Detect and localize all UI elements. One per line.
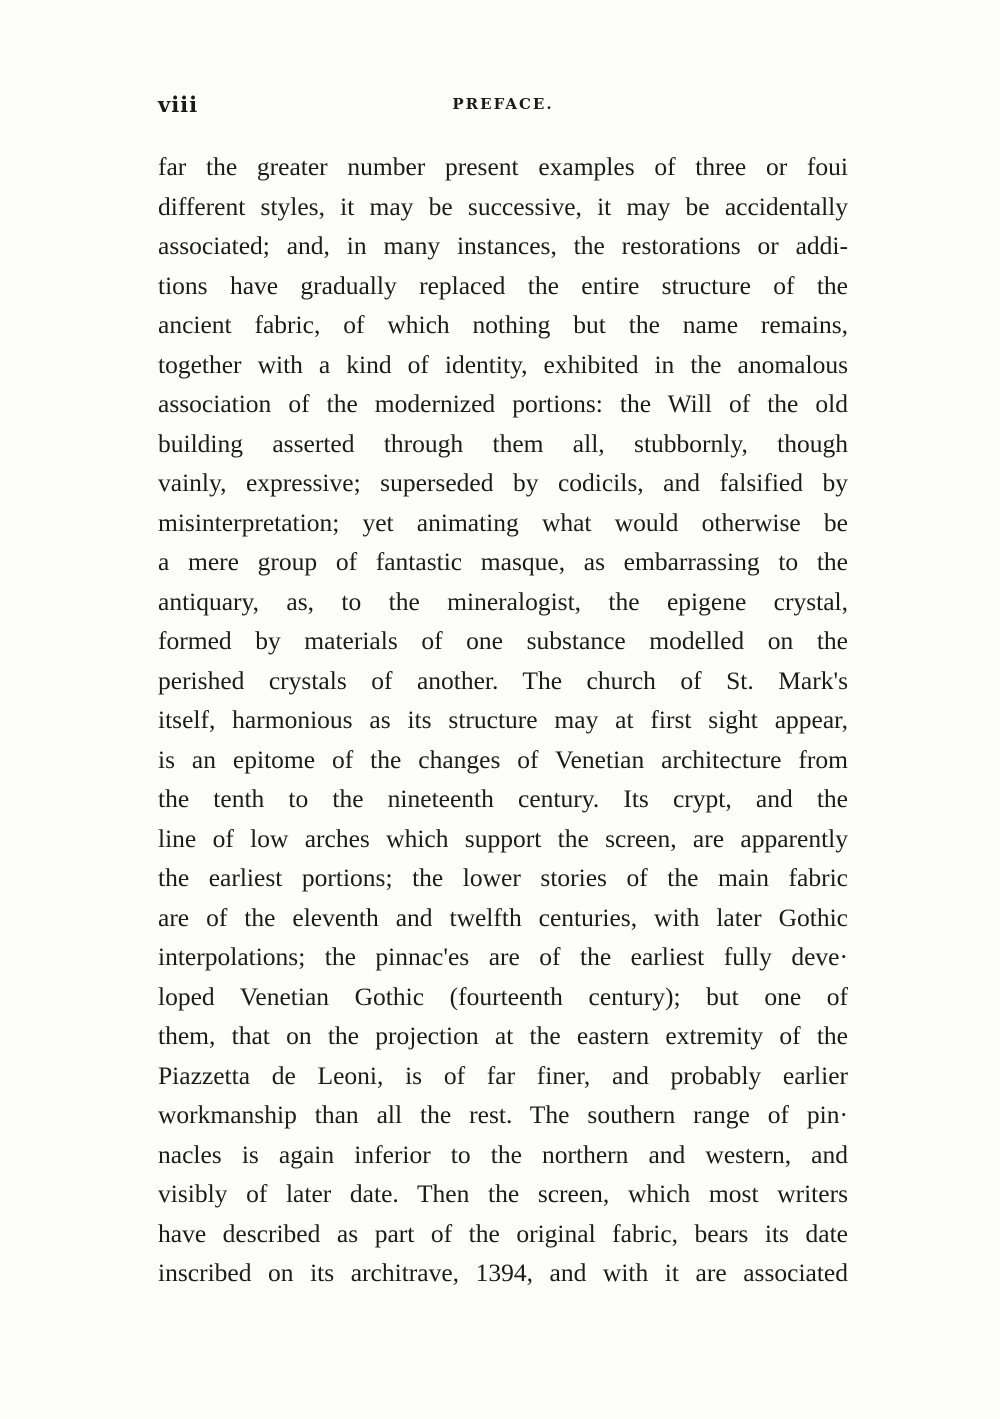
text-line: perished crystals of another. The church of St. Mark's: [158, 665, 848, 695]
text-line: formed by materials of one substance modelled on the: [158, 626, 848, 655]
text-line: antiquary, as, to the mineralogist, the epigene crystal,: [158, 586, 848, 616]
body-paragraph: [158, 147, 848, 1293]
text-line: associated; and, in many instances, the restorations or addi-: [158, 231, 848, 260]
text-line: a mere group of fantastic masque, as embarrassing to the: [158, 547, 848, 576]
text-line: loped Venetian Gothic (fourteenth century); but one of: [158, 981, 848, 1011]
running-head: [158, 92, 848, 122]
text-line: misinterpretation; yet animating what would otherwise be: [158, 507, 848, 537]
text-line: is an epitome of the changes of Venetian architecture from: [158, 744, 848, 774]
text-line: Piazzetta de Leoni, is of far finer, and probably earlier: [158, 1060, 848, 1090]
text-line: inscribed on its architrave, 1394, and with it are associated: [158, 1258, 848, 1287]
text-line: ancient fabric, of which nothing but the name remains,: [158, 310, 848, 339]
text-line: tions have gradually replaced the entire structure of the: [158, 270, 848, 300]
text-line: association of the modernized portions: the Will of the old: [158, 389, 848, 418]
page-number: viii: [158, 92, 199, 117]
text-line: different styles, it may be successive, it may be accidentally: [158, 191, 848, 221]
text-line: vainly, expressive; superseded by codicils, and falsified by: [158, 468, 848, 497]
text-line: line of low arches which support the screen, are apparently: [158, 823, 848, 853]
text-line: nacles is again inferior to the northern and western, and: [158, 1139, 848, 1169]
text-line: them, that on the projection at the eastern extremity of the: [158, 1021, 848, 1050]
text-line: the tenth to the nineteenth century. Its crypt, and the: [158, 784, 848, 813]
text-line: the earliest portions; the lower stories of the main fabric: [158, 863, 848, 892]
text-line: visibly of later date. Then the screen, which most writers: [158, 1179, 848, 1208]
text-line: have described as part of the original fabric, bears its date: [158, 1218, 848, 1248]
text-line: building asserted through them all, stubbornly, though: [158, 428, 848, 458]
text-line: itself, harmonious as its structure may at first sight appear,: [158, 705, 848, 734]
text-line: are of the eleventh and twelfth centuries, with later Gothic: [158, 902, 848, 932]
text-line: far the greater number present examples of three or foui: [158, 152, 848, 181]
text-line: interpolations; the pinnac'es are of the earliest fully deve·: [158, 942, 848, 971]
running-title: PREFACE.: [452, 95, 554, 113]
text-line: together with a kind of identity, exhibited in the anomalous: [158, 349, 848, 379]
text-line: workmanship than all the rest. The southern range of pin·: [158, 1100, 848, 1129]
